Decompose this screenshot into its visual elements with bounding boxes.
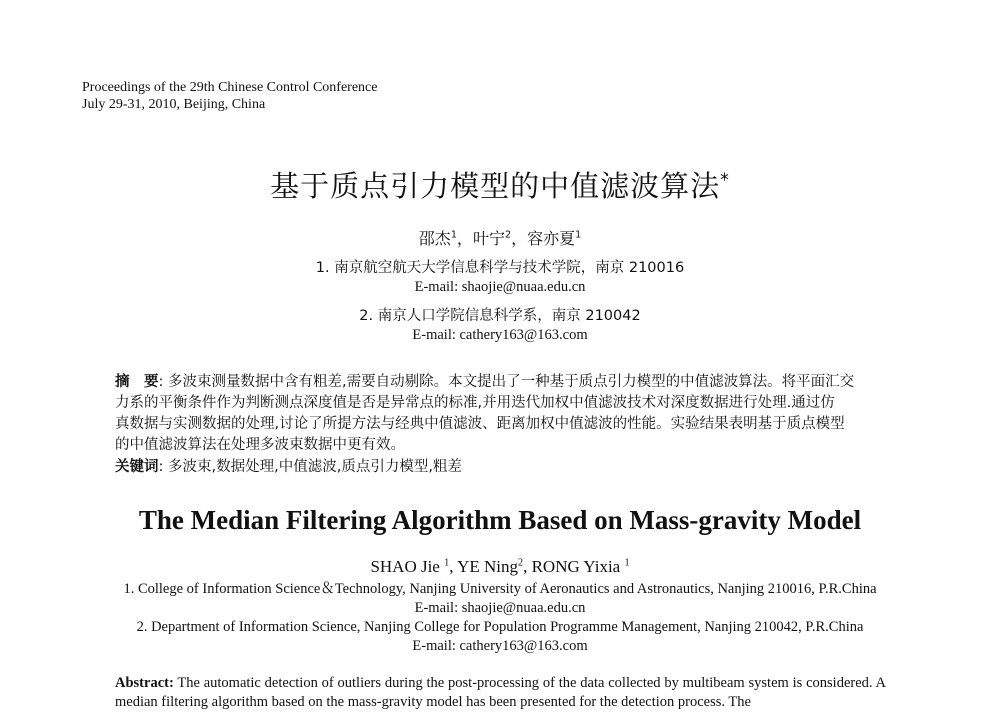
chinese-affiliation-1: 1. 南京航空航天大学信息科学与技术学院，南京 210016 (315, 260, 685, 276)
author-separator: ， (511, 229, 528, 248)
english-abstract (115, 674, 886, 712)
abstract-text: The automatic detection of outliers during the post-processing of the data collected by multibeam system is considered. A median filtering algorithm based on the mass-gravity model has been presented for the detection process. The (115, 675, 886, 710)
english-affiliation-2: 2. Department of Information Science, Nanjing College for Population Programme Management, Nanjing 210042, P.R.China (136, 619, 864, 635)
author-affil-mark: 1 (450, 229, 457, 241)
author-separator: ， (456, 229, 473, 248)
author-name: 叶宁 (472, 229, 505, 248)
proceedings-line-1: Proceedings of the 29th Chinese Control Conference (82, 80, 378, 95)
chinese-email-1: E-mail: shaojie@nuaa.edu.cn (414, 279, 586, 295)
chinese-keywords (115, 457, 886, 478)
author-name: RONG Yixia (531, 557, 625, 576)
abstract-text: : 多波束测量数据中含有粗差,需要自动剔除。本文提出了一种基于质点引力模型的中值滤波算法。将平面汇交 (158, 374, 855, 390)
chinese-authors (0, 226, 1000, 249)
abstract-label: 摘 要 (115, 374, 159, 390)
english-authors (0, 557, 1000, 577)
english-email-2: E-mail: cathery163@163.com (412, 638, 588, 654)
proceedings-line-2: July 29-31, 2010, Beijing, China (82, 97, 266, 112)
english-email-1: E-mail: shaojie@nuaa.edu.cn (414, 600, 586, 616)
chinese-title-text: 基于质点引力模型的中值滤波算法 (270, 169, 721, 203)
chinese-email-2: E-mail: cathery163@163.com (412, 327, 588, 343)
chinese-abstract (115, 372, 886, 456)
author-name: 容亦夏 (527, 229, 576, 248)
chinese-affiliation-2: 2. 南京人口学院信息科学系，南京 210042 (359, 308, 641, 324)
chinese-title (0, 164, 1000, 205)
abstract-line: 的中值滤波算法在处理多波束数据中更有效。 (115, 437, 405, 453)
abstract-line: 真数据与实测数据的处理,讨论了所提方法与经典中值滤波、距离加权中值滤波的性能。实验结果表明基于质点模型 (115, 416, 845, 432)
keywords-text: : 多波束,数据处理,中值滤波,质点引力模型,粗差 (158, 459, 462, 475)
author-affil-mark: 1 (624, 557, 630, 569)
author-separator: , (449, 557, 458, 576)
author-affil-mark: 1 (575, 229, 582, 241)
proceedings-header (82, 79, 377, 113)
author-separator: , (523, 557, 532, 576)
author-affil-mark: 2 (518, 557, 524, 569)
abstract-label: Abstract: (115, 675, 174, 691)
abstract-line (115, 372, 886, 393)
english-title: The Median Filtering Algorithm Based on Mass-gravity Model (138, 505, 862, 535)
author-name: 邵杰 (418, 229, 451, 248)
author-name: YE Ning (457, 557, 518, 576)
author-affil-mark: 2 (504, 229, 512, 241)
author-affil-mark: 1 (444, 557, 450, 569)
author-name: SHAO Jie (370, 557, 445, 576)
keywords-label: 关键词 (115, 459, 159, 475)
abstract-line: 力系的平衡条件作为判断测点深度值是否是异常点的标准,并用迭代加权中值滤波技术对深度数据进行处理.通过仿 (115, 395, 835, 411)
title-footnote-mark: * (720, 170, 730, 191)
english-affiliation-1: 1. College of Information Science＆Technology, Nanjing University of Aeronautics and Astronautics, Nanjing 210016, P.R.China (123, 581, 877, 597)
